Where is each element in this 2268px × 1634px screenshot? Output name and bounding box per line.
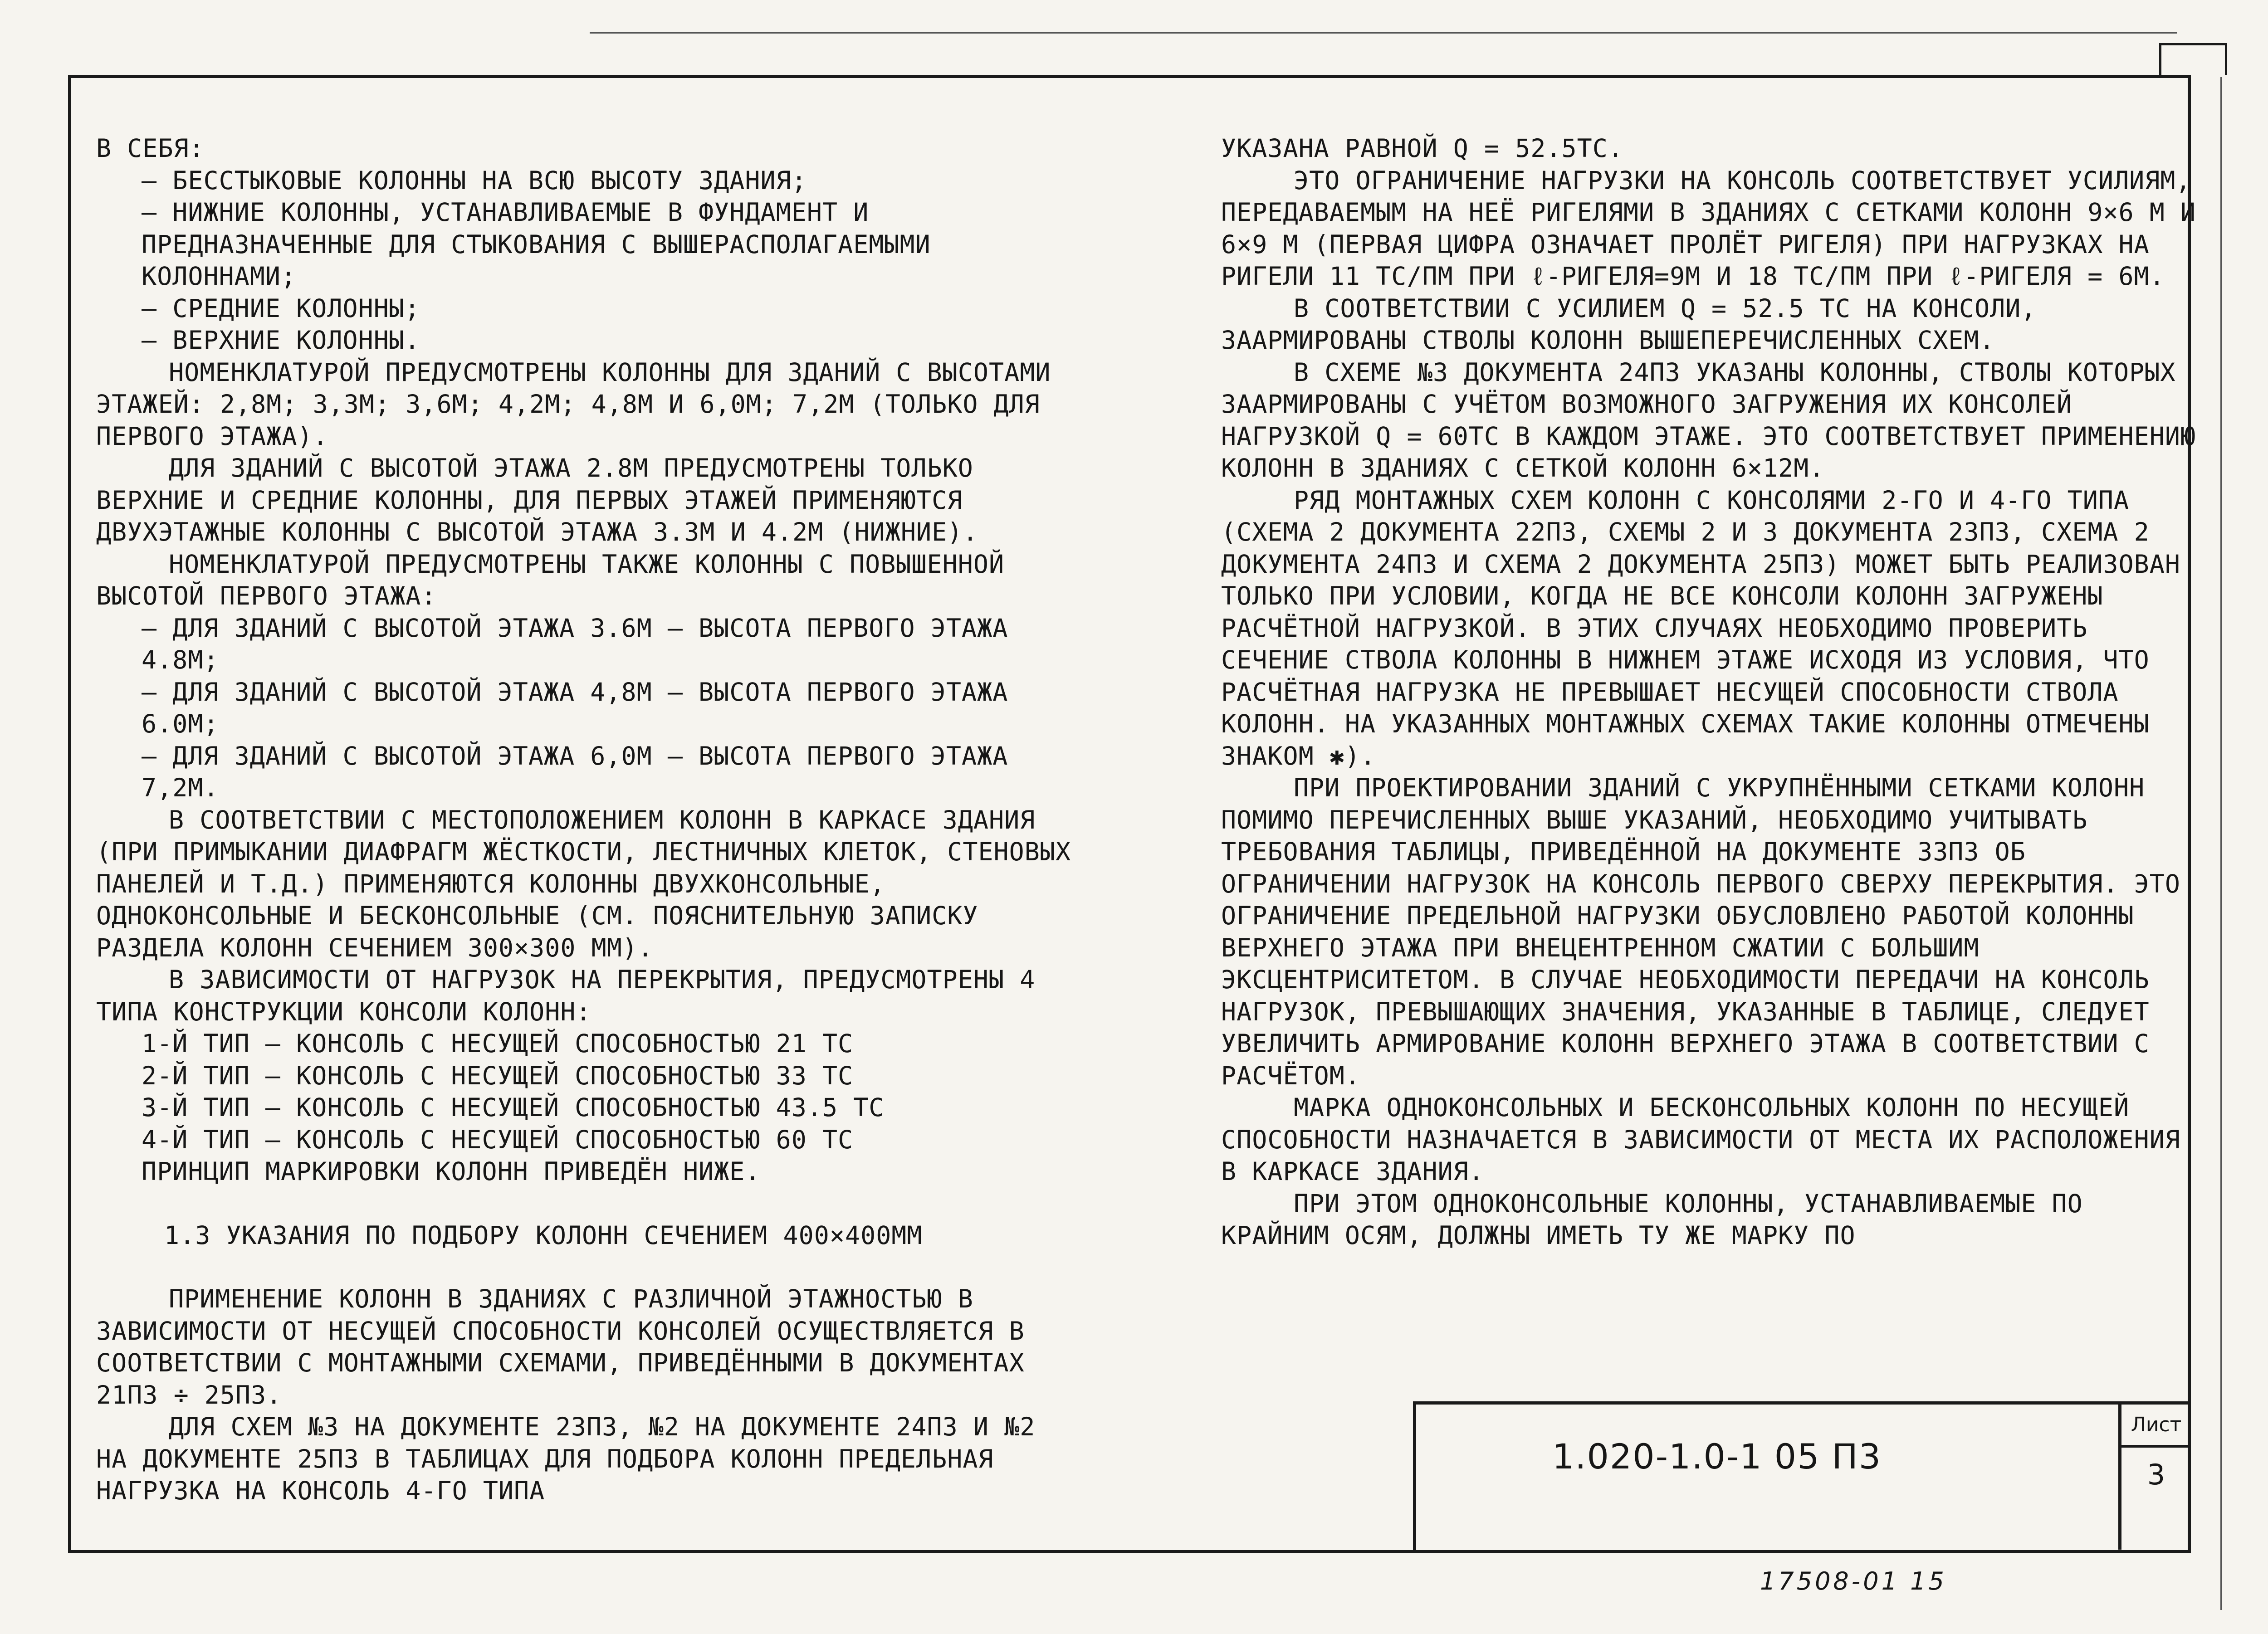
paragraph: МАРКА ОДНОКОНСОЛЬНЫХ И БЕСКОНСОЛЬНЫХ КОЛОНН ПО НЕСУЩЕЙ СПОСОБНОСТИ НАЗНАЧАЕТСЯ В ЗАВИСИМОСТИ ОТ МЕСТА ИХ РАСПОЛОЖЕНИЯ В КАРКАСЕ ЗДАНИЯ. xyxy=(1221,1093,2180,1186)
title-block xyxy=(1413,1401,2191,1553)
paragraph: НОМЕНКЛАТУРОЙ ПРЕДУСМОТРЕНЫ КОЛОННЫ ДЛЯ ЗДАНИЙ С ВЫСОТАМИ ЭТАЖЕЙ: 2,8М; 3,3М; 3,6М; 4,2М; 4,8М И 6,0М; 7,2М (ТОЛЬКО ДЛЯ ПЕРВОГО ЭТАЖА). xyxy=(96,357,1051,451)
corner-box xyxy=(2159,43,2227,75)
paragraph: ПРИ ПРОЕКТИРОВАНИИ ЗДАНИЙ С УКРУПНЁННЫМИ СЕТКАМИ КОЛОНН ПОМИМО ПЕРЕЧИСЛЕННЫХ ВЫШЕ УКАЗАНИЙ, НЕОБХОДИМО УЧИТЫВАТЬ ТРЕБОВАНИЯ ТАБЛИЦЫ, ПРИВЕДЁННОЙ НА ДОКУМЕНТЕ 33П3 ОБ ОГРАНИЧЕНИИ НАГРУЗОК НА КОНСОЛЬ ПЕРВОГО СВЕРХУ ПЕРЕКРЫТИЯ. ЭТО ОГРАНИЧЕНИЕ ПРЕДЕЛЬНОЙ НАГРУЗКИ ОБУСЛОВЛЕНО РАБОТОЙ КОЛОННЫ ВЕРХНЕГО ЭТАЖА ПРИ ВНЕЦЕНТРЕННОМ СЖАТИИ С БОЛЬШИМ ЭКСЦЕНТРИСИТЕТОМ. В СЛУЧАЕ НЕОБХОДИМОСТИ ПЕРЕДАЧИ НА КОНСОЛЬ НАГРУЗОК, ПРЕВЫШАЮЩИХ ЗНАЧЕНИЯ, УКАЗАННЫЕ В ТАБЛИЦЕ, СЛЕДУЕТ УВЕЛИЧИТЬ АРМИРОВАНИЕ КОЛОНН ВЕРХНЕГО ЭТАЖА В СООТВЕТСТВИИ С РАСЧЁТОМ. xyxy=(1221,773,2180,1090)
paragraph: В СЕБЯ: xyxy=(96,134,205,163)
sheet-number: 3 xyxy=(2147,1458,2165,1491)
paragraph: 1.3 УКАЗАНИЯ ПО ПОДБОРУ КОЛОНН СЕЧЕНИЕМ 400×400ММ xyxy=(164,1220,923,1250)
paragraph: 4-Й ТИП – КОНСОЛЬ С НЕСУЩЕЙ СПОСОБНОСТЬЮ 60 ТС xyxy=(142,1125,854,1154)
paragraph: В СХЕМЕ №3 ДОКУМЕНТА 24П3 УКАЗАНЫ КОЛОННЫ, СТВОЛЫ КОТОРЫХ ЗААРМИРОВАНЫ С УЧЁТОМ ВОЗМОЖНОГО ЗАГРУЖЕНИЯ ИХ КОНСОЛЕЙ НАГРУЗКОЙ Q = 60ТС В КАЖДОМ ЭТАЖЕ. ЭТО СООТВЕТСТВУЕТ ПРИМЕНЕНИЮ КОЛОНН В ЗДАНИЯХ С СЕТКОЙ КОЛОНН 6×12М. xyxy=(1221,357,2196,483)
paragraph: ПРИНЦИП МАРКИРОВКИ КОЛОНН ПРИВЕДЁН НИЖЕ. xyxy=(142,1157,761,1186)
paragraph: ДЛЯ ЗДАНИЙ С ВЫСОТОЙ ЭТАЖА 2.8М ПРЕДУСМОТРЕНЫ ТОЛЬКО ВЕРХНИЕ И СРЕДНИЕ КОЛОННЫ, ДЛЯ ПЕРВЫХ ЭТАЖЕЙ ПРИМЕНЯЮТСЯ ДВУХЭТАЖНЫЕ КОЛОННЫ С ВЫСОТОЙ ЭТАЖА 3.3М И 4.2М (НИЖНИЕ). xyxy=(96,454,978,546)
paragraph: 1-Й ТИП – КОНСОЛЬ С НЕСУЩЕЙ СПОСОБНОСТЬЮ 21 ТС xyxy=(142,1029,854,1058)
paragraph: В СООТВЕТСТВИИ С УСИЛИЕМ Q = 52.5 ТС НА КОНСОЛИ, ЗААРМИРОВАНЫ СТВОЛЫ КОЛОНН ВЫШЕПЕРЕЧИСЛЕННЫХ СХЕМ. xyxy=(1221,293,2037,355)
paragraph: ДЛЯ СХЕМ №3 НА ДОКУМЕНТЕ 23П3, №2 НА ДОКУМЕНТЕ 24П3 И №2 НА ДОКУМЕНТЕ 25П3 В ТАБЛИЦАХ ДЛЯ ПОДБОРА КОЛОНН ПРЕДЕЛЬНАЯ НАГРУЗКА НА КОНСОЛЬ 4-ГО ТИПА xyxy=(96,1412,1036,1505)
paragraph: 3-Й ТИП – КОНСОЛЬ С НЕСУЩЕЙ СПОСОБНОСТЬЮ 43.5 ТС xyxy=(142,1093,885,1122)
top-rule xyxy=(590,32,2177,34)
paragraph: ПРИ ЭТОМ ОДНОКОНСОЛЬНЫЕ КОЛОННЫ, УСТАНАВЛИВАЕМЫЕ ПО КРАЙНИМ ОСЯМ, ДОЛЖНЫ ИМЕТЬ ТУ ЖЕ МАРКУ ПО xyxy=(1221,1189,2083,1250)
paragraph: РЯД МОНТАЖНЫХ СХЕМ КОЛОНН С КОНСОЛЯМИ 2-ГО И 4-ГО ТИПА (СХЕМА 2 ДОКУМЕНТА 22П3, СХЕМЫ 2 И 3 ДОКУМЕНТА 23П3, СХЕМА 2 ДОКУМЕНТА 24П3 И СХЕМА 2 ДОКУМЕНТА 25П3) МОЖЕТ БЫТЬ РЕАЛИЗОВАН ТОЛЬКО ПРИ УСЛОВИИ, КОГДА НЕ ВСЕ КОНСОЛИ КОЛОНН ЗАГРУЖЕНЫ РАСЧЁТНОЙ НАГРУЗКОЙ. В ЭТИХ СЛУЧАЯХ НЕОБХОДИМО ПРОВЕРИТЬ СЕЧЕНИЕ СТВОЛА КОЛОННЫ В НИЖНЕМ ЭТАЖЕ ИСХОДЯ ИЗ УСЛОВИЯ, ЧТО РАСЧЁТНАЯ НАГРУЗКА НЕ ПРЕВЫШАЕТ НЕСУЩЕЙ СПОСОБНОСТИ СТВОЛА КОЛОНН. НА УКАЗАННЫХ МОНТАЖНЫХ СХЕМАХ ТАКИЕ КОЛОННЫ ОТМЕЧЕНЫ ЗНАКОМ ✱). xyxy=(1221,485,2180,771)
paragraph: – ВЕРХНИЕ КОЛОННЫ. xyxy=(142,326,420,355)
paragraph: – СРЕДНИЕ КОЛОННЫ; xyxy=(142,293,420,323)
sheet-box xyxy=(2118,1405,2191,1550)
right-text-column xyxy=(1221,132,2201,1252)
archive-number: 17508-01 15 xyxy=(1760,1567,1947,1595)
drawing-frame xyxy=(68,75,2196,1553)
paragraph: – БЕССТЫКОВЫЕ КОЛОННЫ НА ВСЮ ВЫСОТУ ЗДАНИЯ; xyxy=(142,166,807,195)
paragraph: 2-Й ТИП – КОНСОЛЬ С НЕСУЩЕЙ СПОСОБНОСТЬЮ 33 ТС xyxy=(142,1061,854,1090)
paragraph: В ЗАВИСИМОСТИ ОТ НАГРУЗОК НА ПЕРЕКРЫТИЯ, ПРЕДУСМОТРЕНЫ 4 ТИПА КОНСТРУКЦИИ КОНСОЛИ КОЛОНН: xyxy=(96,965,1036,1026)
paragraph: НОМЕНКЛАТУРОЙ ПРЕДУСМОТРЕНЫ ТАКЖЕ КОЛОННЫ С ПОВЫШЕННОЙ ВЫСОТОЙ ПЕРВОГО ЭТАЖА: xyxy=(96,549,1005,610)
paragraph: – НИЖНИЕ КОЛОННЫ, УСТАНАВЛИВАЕМЫЕ В ФУНДАМЕНТ И ПРЕДНАЗНАЧЕННЫЕ ДЛЯ СТЫКОВАНИЯ С ВЫШЕРАСПОЛАГАЕМЫМИ КОЛОННАМИ; xyxy=(142,198,931,291)
paragraph: В СООТВЕТСТВИИ С МЕСТОПОЛОЖЕНИЕМ КОЛОНН В КАРКАСЕ ЗДАНИЯ (ПРИ ПРИМЫКАНИИ ДИАФРАГМ ЖЁСТКОСТИ, ЛЕСТНИЧНЫХ КЛЕТОК, СТЕНОВЫХ ПАНЕЛЕЙ И Т.Д.) ПРИМЕНЯЮТСЯ КОЛОННЫ ДВУХКОНСОЛЬНЫЕ, ОДНОКОНСОЛЬНЫЕ И БЕСКОНСОЛЬНЫЕ (СМ. ПОЯСНИТЕЛЬНУЮ ЗАПИСКУ РАЗДЕЛА КОЛОНН СЕЧЕНИЕМ 300×300 ММ). xyxy=(96,805,1071,962)
paragraph: УКАЗАНА РАВНОЙ Q = 52.5ТС. xyxy=(1221,134,1623,163)
paragraph: ЭТО ОГРАНИЧЕНИЕ НАГРУЗКИ НА КОНСОЛЬ СООТВЕТСТВУЕТ УСИЛИЯМ, ПЕРЕДАВАЕМЫМ НА НЕЁ РИГЕЛЯМИ В ЗДАНИЯХ С СЕТКАМИ КОЛОНН 9×6 М И 6×9 М (ПЕРВАЯ ЦИФРА ОЗНАЧАЕТ ПРОЛЁТ РИГЕЛЯ) ПРИ НАГРУЗКАХ НА РИГЕЛИ 11 ТС/ПМ ПРИ ℓ-РИГЕЛЯ=9М И 18 ТС/ПМ ПРИ ℓ-РИГЕЛЯ = 6М. xyxy=(1221,166,2196,291)
right-margin-line xyxy=(2220,77,2222,1610)
paragraph: – ДЛЯ ЗДАНИЙ С ВЫСОТОЙ ЭТАЖА 4,8М – ВЫСОТА ПЕРВОГО ЭТАЖА 6.0М; xyxy=(142,677,1008,738)
left-text-column xyxy=(96,132,1076,1507)
paragraph: – ДЛЯ ЗДАНИЙ С ВЫСОТОЙ ЭТАЖА 6,0М – ВЫСОТА ПЕРВОГО ЭТАЖА 7,2М. xyxy=(142,741,1008,802)
sheet-label: Лист xyxy=(2121,1405,2191,1448)
paragraph: ПРИМЕНЕНИЕ КОЛОНН В ЗДАНИЯХ С РАЗЛИЧНОЙ ЭТАЖНОСТЬЮ В ЗАВИСИМОСТИ ОТ НЕСУЩЕЙ СПОСОБНОСТИ КОНСОЛЕЙ ОСУЩЕСТВЛЯЕТСЯ В СООТВЕТСТВИИ С МОНТАЖНЫМИ СХЕМАМИ, ПРИВЕДЁННЫМИ В ДОКУМЕНТАХ 21П3 ÷ 25П3. xyxy=(96,1284,1025,1410)
document-code: 1.020-1.0-1 05 П3 xyxy=(1552,1436,1882,1477)
paragraph: – ДЛЯ ЗДАНИЙ С ВЫСОТОЙ ЭТАЖА 3.6М – ВЫСОТА ПЕРВОГО ЭТАЖА 4.8М; xyxy=(142,613,1008,674)
